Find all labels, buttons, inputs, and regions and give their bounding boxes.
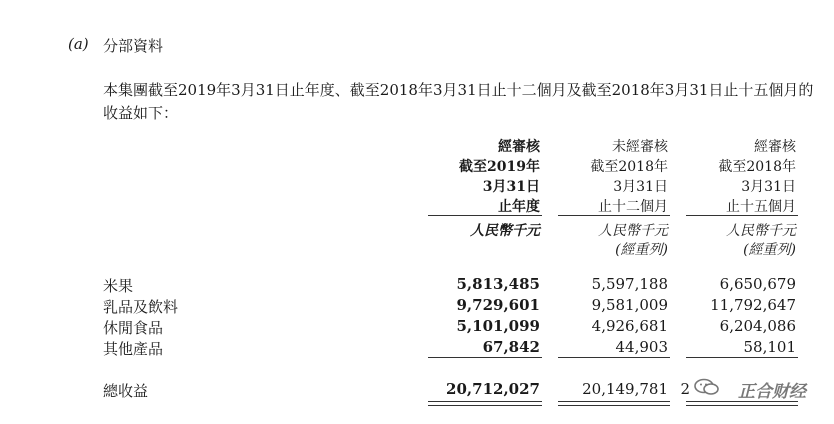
intro-line-1: 本集團截至2019年3月31日止年度、截至2018年3月31日止十二個月及截至2018年3月31日止十五個月的 — [103, 81, 814, 99]
watermark-text: 正合财经 — [738, 382, 806, 402]
column-period-line3: 止十五個月 — [726, 199, 796, 215]
row-value-2018-15m: 6,204,086 — [719, 317, 796, 335]
intro-line-2: 收益如下： — [103, 104, 179, 122]
row-value-2018-12m: 4,926,681 — [591, 317, 668, 335]
total-value-2018-12m: 20,149,781 — [582, 380, 668, 398]
row-value-2019: 5,813,485 — [456, 275, 540, 293]
row-value-2018-12m: 5,597,188 — [591, 275, 668, 293]
section-label: (a) — [68, 35, 89, 53]
column-note: (經重列) — [743, 242, 796, 258]
column-status: 經審核 — [498, 139, 540, 155]
total-label: 總收益 — [103, 382, 149, 400]
total-double-rule — [558, 401, 670, 406]
section-title: 分部資料 — [103, 37, 164, 55]
column-unit: 人民幣千元 — [726, 223, 796, 239]
total-double-rule — [428, 401, 542, 406]
column-period-line3: 止年度 — [498, 199, 540, 215]
column-note: (經重列) — [615, 242, 668, 258]
subtotal-rule — [558, 357, 670, 358]
column-divider — [428, 215, 542, 216]
column-period-line2: 3月31日 — [613, 179, 668, 195]
total-value-2019: 20,712,027 — [446, 380, 540, 398]
row-value-2019: 9,729,601 — [456, 296, 540, 314]
column-period-line1: 截至2018年 — [590, 159, 668, 175]
subtotal-rule — [686, 357, 798, 358]
row-label: 其他產品 — [103, 340, 164, 358]
row-value-2018-12m: 44,903 — [615, 338, 668, 356]
column-period-line1: 截至2019年 — [459, 159, 540, 175]
column-period-line2: 3月31日 — [741, 179, 796, 195]
column-divider — [558, 215, 670, 216]
column-period-line3: 止十二個月 — [598, 199, 668, 215]
column-divider — [686, 215, 798, 216]
total-value-2018-15m: 2 — [680, 380, 690, 398]
row-value-2018-12m: 9,581,009 — [591, 296, 668, 314]
row-label: 米果 — [103, 277, 134, 295]
wechat-icon — [693, 378, 721, 396]
row-value-2018-15m: 6,650,679 — [719, 275, 796, 293]
row-label: 休閒食品 — [103, 319, 164, 337]
column-period-line1: 截至2018年 — [718, 159, 796, 175]
column-status: 經審核 — [754, 139, 796, 155]
column-unit: 人民幣千元 — [598, 223, 668, 239]
column-period-line2: 3月31日 — [482, 179, 540, 195]
column-unit: 人民幣千元 — [470, 223, 540, 239]
row-label: 乳品及飲料 — [103, 298, 179, 316]
row-value-2018-15m: 58,101 — [743, 338, 796, 356]
row-value-2019: 67,842 — [482, 338, 540, 356]
row-value-2019: 5,101,099 — [456, 317, 540, 335]
row-value-2018-15m: 11,792,647 — [710, 296, 796, 314]
subtotal-rule — [428, 357, 542, 358]
column-status: 未經審核 — [612, 139, 668, 155]
